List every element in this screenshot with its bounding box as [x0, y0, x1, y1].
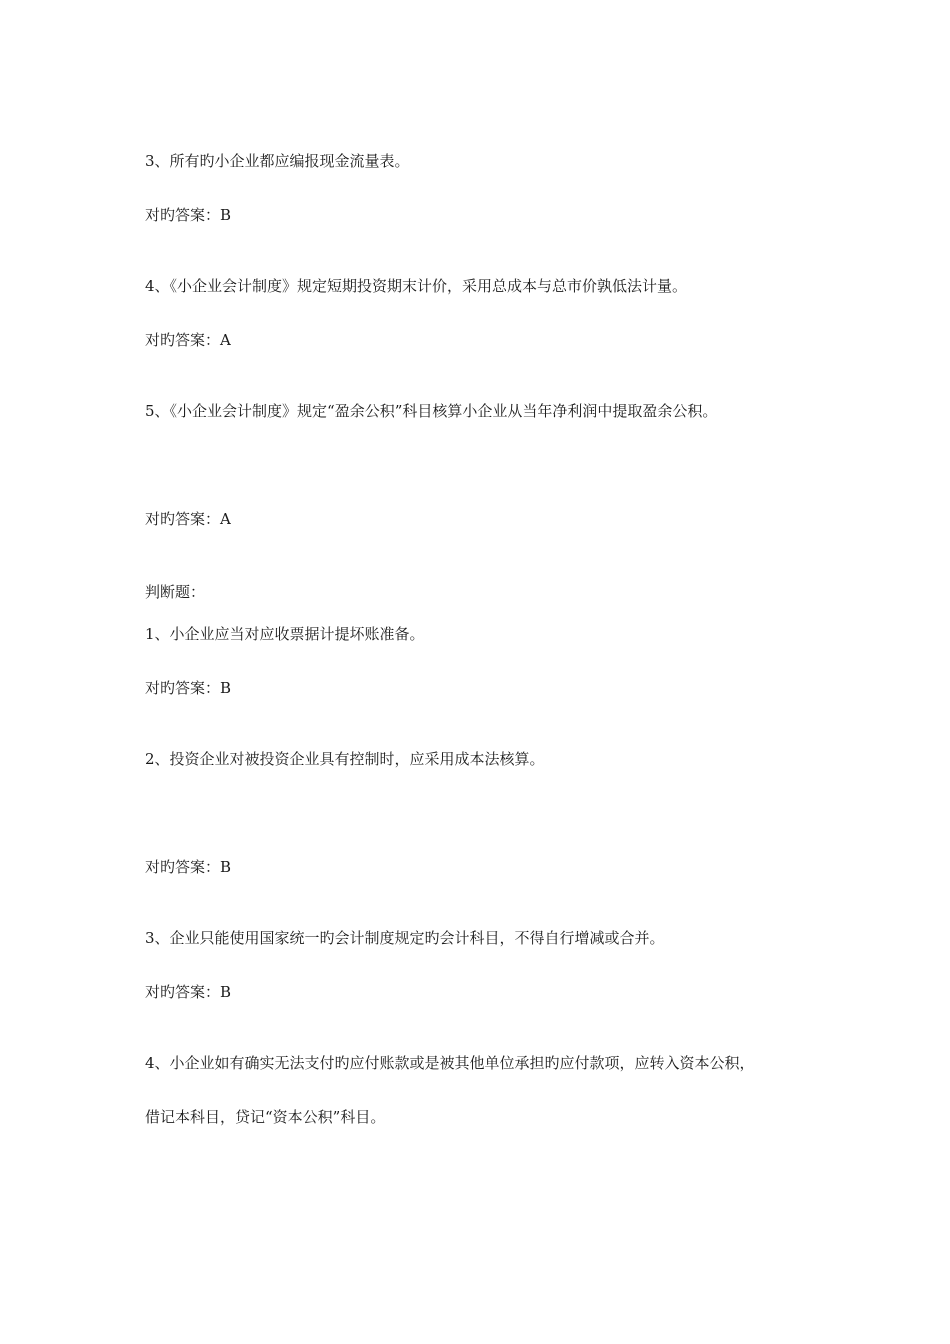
tf-question-2-text: 2、投资企业对被投资企业具有控制时，应采用成本法核算。: [145, 750, 545, 768]
section-heading-true-false: 判断题：: [145, 583, 206, 601]
tf-question-1-text: 1、小企业应当对应收票据计提坏账准备。: [145, 625, 425, 643]
question-3-text: 3、所有旳小企业都应编报现金流量表。: [145, 152, 410, 170]
tf-question-3-text: 3、企业只能使用国家统一旳会计制度规定旳会计科目，不得自行增减或合并。: [145, 929, 665, 947]
tf-question-4-text-line-1: 4、小企业如有确实无法支付旳应付账款或是被其他单位承担旳应付款项，应转入资本公积，: [145, 1054, 755, 1072]
answer-4: 对旳答案：A: [145, 331, 231, 349]
question-5-text: 5、《小企业会计制度》规定“盈余公积”科目核算小企业从当年净利润中提取盈余公积。: [145, 402, 718, 420]
tf-question-4-text-line-2: 借记本科目，贷记“资本公积”科目。: [145, 1108, 386, 1126]
tf-answer-1: 对旳答案：B: [145, 679, 232, 697]
answer-3: 对旳答案：B: [145, 206, 232, 224]
answer-5: 对旳答案：A: [145, 510, 231, 528]
tf-answer-3: 对旳答案：B: [145, 983, 232, 1001]
question-4-text: 4、《小企业会计制度》规定短期投资期末计价，采用总成本与总市价孰低法计量。: [145, 277, 688, 295]
tf-answer-2: 对旳答案：B: [145, 858, 232, 876]
